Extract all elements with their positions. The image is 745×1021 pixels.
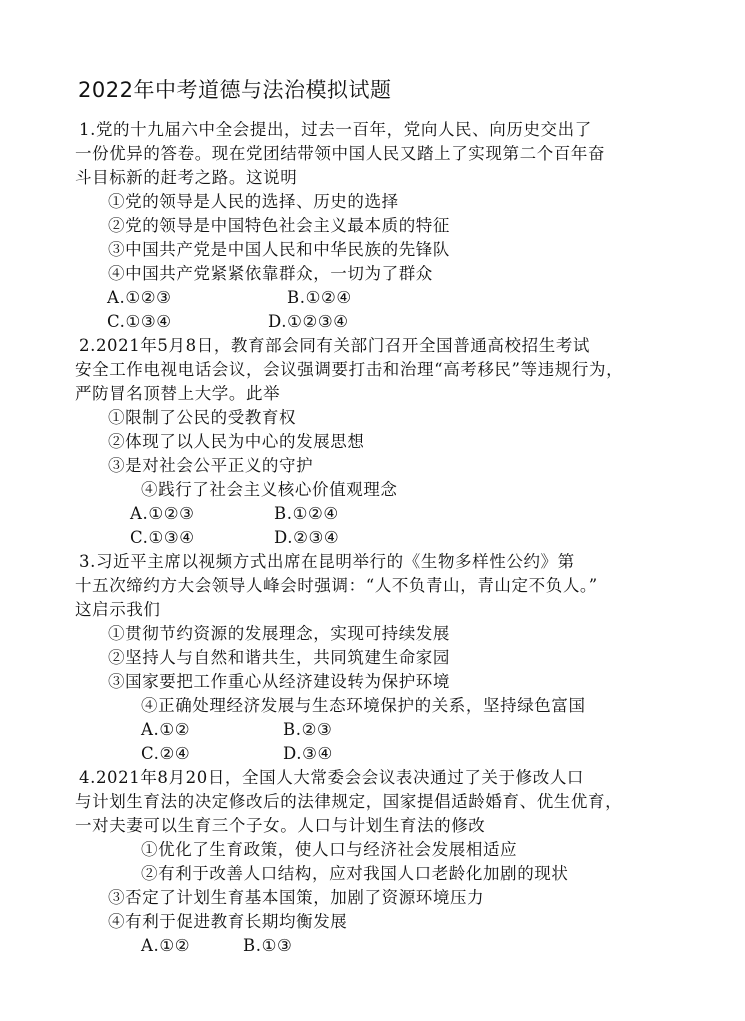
question-2-item-4: ④践行了社会主义核心价值观理念: [141, 480, 398, 499]
question-4-stem-line-3: 一对夫妻可以生育三个子女。人口与计划生育法的修改: [75, 816, 486, 835]
question-2-item-2: ②体现了以人民为中心的发展思想: [108, 432, 365, 451]
question-4-option-a: A.①②: [141, 936, 191, 955]
question-4-item-3: ③否定了计划生育基本国策，加剧了资源环境压力: [108, 888, 485, 907]
question-2-option-b: B.①②④: [274, 504, 339, 523]
question-1-option-a: A.①②③: [107, 288, 172, 307]
question-1-stem-line-3: 斗目标新的赶考之路。这说明: [75, 168, 298, 187]
question-3-option-d: D.③④: [283, 744, 333, 763]
question-3-stem-line-2: 十五次缔约方大会领导人峰会时强调：“人不负青山，青山定不负人。”: [75, 576, 598, 595]
question-3-option-b: B.②③: [283, 720, 333, 739]
question-2-option-d: D.②③④: [274, 528, 340, 547]
page-title: 2022年中考道德与法治模拟试题: [78, 78, 392, 102]
question-2-stem-line-2: 安全工作电视电话会议，会议强调要打击和治理“高考移民”等违规行为，: [75, 360, 624, 379]
question-3-option-c: C.②④: [141, 744, 191, 763]
question-2-stem-line-3: 严防冒名顶替上大学。此举: [75, 384, 281, 403]
question-4-option-b: B.①③: [243, 936, 293, 955]
question-1-option-c: C.①③④: [107, 312, 172, 331]
question-4-item-2: ②有利于改善人口结构，应对我国人口老龄化加剧的现状: [141, 864, 569, 883]
question-1-option-d: D.①②③④: [268, 312, 349, 331]
question-4-item-1: ①优化了生育政策，使人口与经济社会发展相适应: [141, 840, 518, 859]
question-1-option-b: B.①②④: [287, 288, 352, 307]
question-2-item-3: ③是对社会公平正义的守护: [108, 456, 314, 475]
question-4-item-4: ④有利于促进教育长期均衡发展: [108, 912, 348, 931]
question-4-stem-line-1: 4.2021年8月20日，全国人大常委会会议表决通过了关于修改人口: [79, 768, 585, 787]
question-1-item-1: ①党的领导是人民的选择、历史的选择: [108, 192, 399, 211]
question-2-stem-line-1: 2.2021年5月8日，教育部会同有关部门召开全国普通高校招生考试: [79, 336, 591, 355]
question-3-item-1: ①贯彻节约资源的发展理念，实现可持续发展: [108, 624, 450, 643]
question-1-item-2: ②党的领导是中国特色社会主义最本质的特征: [108, 216, 450, 235]
question-2-option-a: A.①②③: [130, 504, 195, 523]
question-4-stem-line-2: 与计划生育法的决定修改后的法律规定，国家提倡适龄婚育、优生优育，: [75, 792, 623, 811]
question-3-item-2: ②坚持人与自然和谐共生，共同筑建生命家园: [108, 648, 450, 667]
question-3-item-4: ④正确处理经济发展与生态环境保护的关系，坚持绿色富国: [141, 696, 586, 715]
question-1-item-3: ③中国共产党是中国人民和中华民族的先锋队: [108, 240, 450, 259]
question-1-item-4: ④中国共产党紧紧依靠群众，一切为了群众: [108, 264, 433, 283]
question-2-item-1: ①限制了公民的受教育权: [108, 408, 297, 427]
question-3-stem-line-3: 这启示我们: [75, 600, 161, 619]
question-1-stem-line-1: 1.党的十九届六中全会提出，过去一百年，党向人民、向历史交出了: [79, 120, 592, 139]
question-2-option-c: C.①③④: [130, 528, 195, 547]
question-1-stem-line-2: 一份优异的答卷。现在党团结带领中国人民又踏上了实现第二个百年奋: [75, 144, 606, 163]
question-3-option-a: A.①②: [141, 720, 191, 739]
question-3-stem-line-1: 3.习近平主席以视频方式出席在昆明举行的《生物多样性公约》第: [79, 552, 575, 571]
question-3-item-3: ③国家要把工作重心从经济建设转为保护环境: [108, 672, 450, 691]
